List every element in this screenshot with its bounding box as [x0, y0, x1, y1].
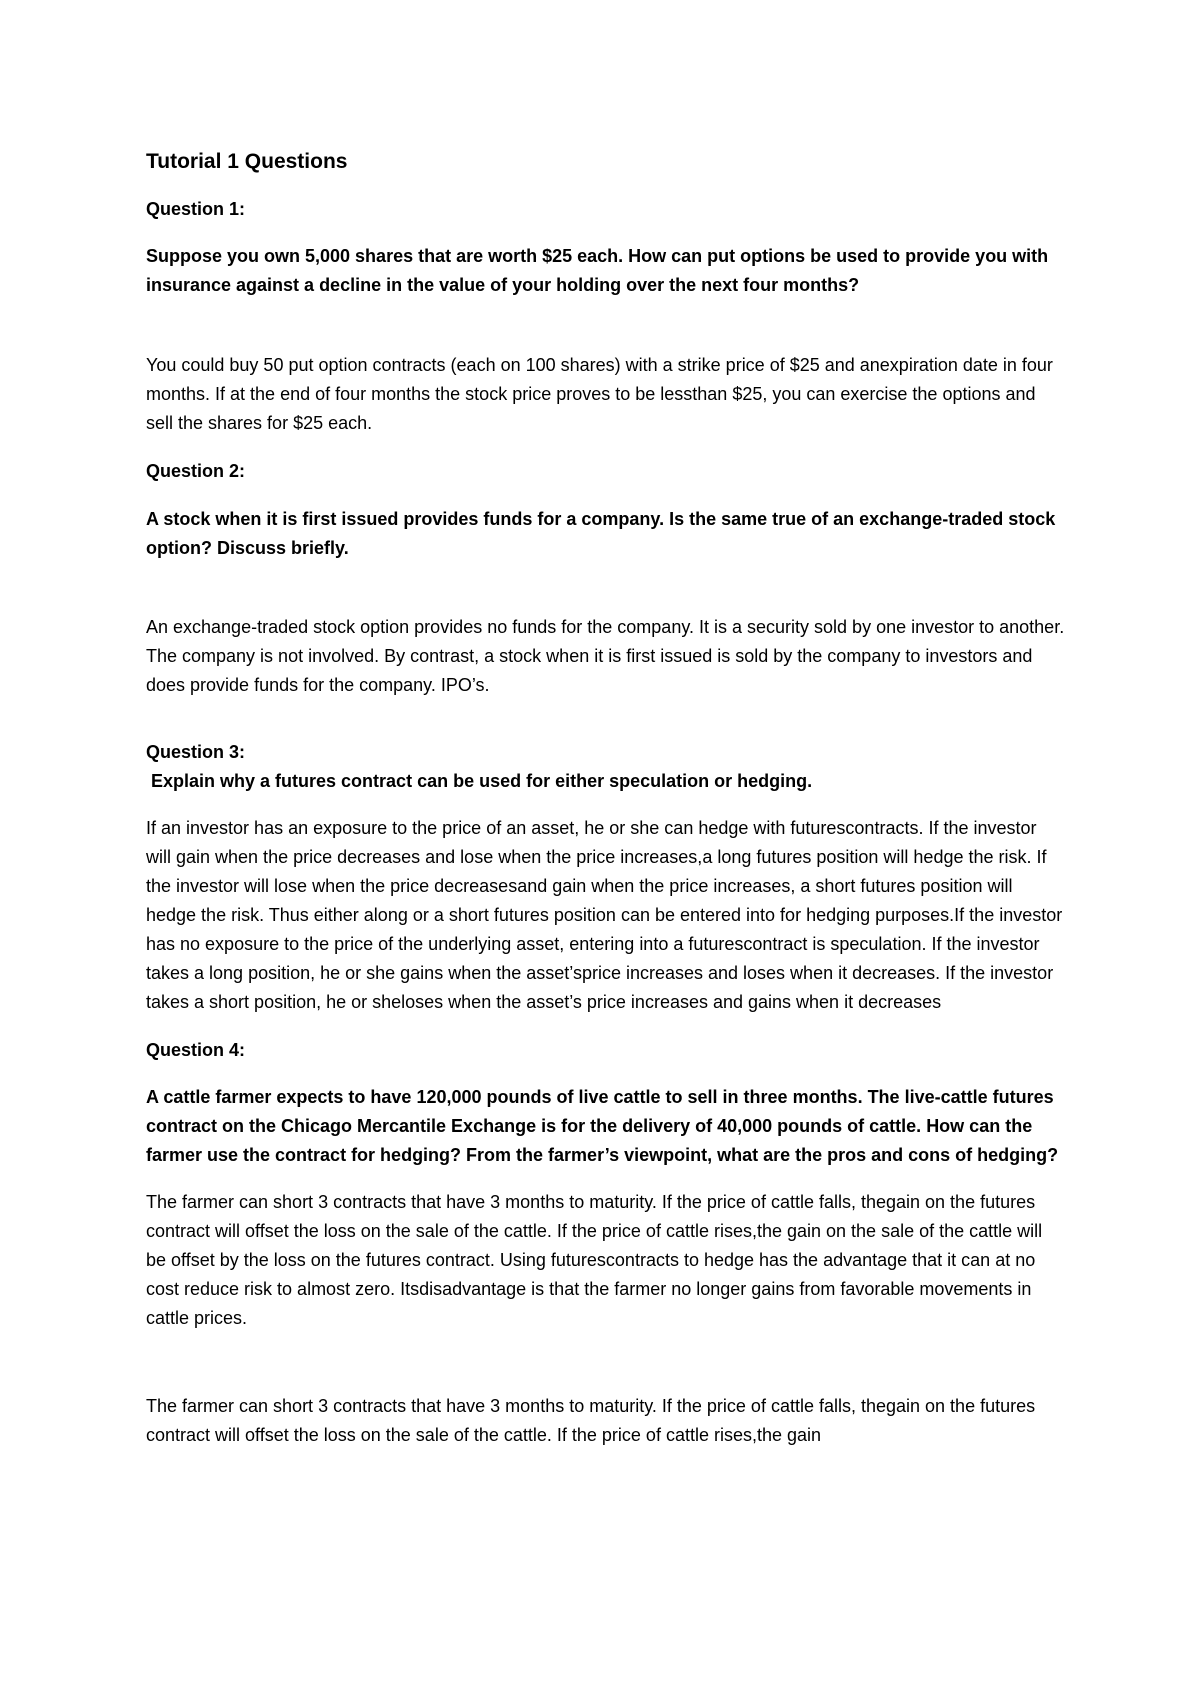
question-2-heading: Question 2: [146, 461, 246, 481]
question-4-answer-2: The farmer can short 3 contracts that have 3 months to maturity. If the price of cattle falls, thegain on the futures contract will offset the loss on the sale of the cattle. If the price of cattle rises,the gain [146, 1396, 1036, 1445]
question-2-text: A stock when it is first issued provides funds for a company. Is the same true of an exchange-traded stock option? Discuss briefly. [146, 509, 1056, 558]
question-4-heading: Question 4: [146, 1040, 246, 1060]
question-1-text: Suppose you own 5,000 shares that are worth $25 each. How can put options be used to provide you with insurance against a decline in the value of your holding over the next four months? [146, 246, 1049, 295]
question-2-answer: An exchange-traded stock option provides no funds for the company. It is a security sold by one investor to another. The company is not involved. By contrast, a stock when it is first issued is sold by the company to investors and does provide funds for the company. IPO’s. [146, 617, 1065, 695]
question-1-heading: Question 1: [146, 199, 246, 219]
document-content [146, 148, 1066, 1450]
question-4-text: A cattle farmer expects to have 120,000 pounds of live cattle to sell in three months. The live-cattle futures contract on the Chicago Mercantile Exchange is for the delivery of 40,000 pounds of cattle. How can the farmer use the contract for hedging? From the farmer’s viewpoint, what are the pros and cons of hedging? [146, 1087, 1059, 1165]
question-3-heading: Question 3: [146, 742, 246, 762]
question-1-answer: You could buy 50 put option contracts (each on 100 shares) with a strike price of $25 and anexpiration date in four months. If at the end of four months the stock price proves to be lessthan $25, you can exercise the options and sell the shares for $25 each. [146, 355, 1053, 433]
question-4-answer-1: The farmer can short 3 contracts that have 3 months to maturity. If the price of cattle falls, thegain on the futures contract will offset the loss on the sale of the cattle. If the price of cattle rises,the gain on the sale of the cattle will be offset by the loss on the futures contract. Using futurescontracts to hedge has the advantage that it can at no cost reduce risk to almost zero. Itsdisadvantage is that the farmer no longer gains from favorable movements in cattle prices. [146, 1192, 1043, 1328]
document-title: Tutorial 1 Questions [146, 150, 348, 173]
question-3-answer: If an investor has an exposure to the price of an asset, he or she can hedge with futurescontracts. If the investor will gain when the price decreases and lose when the price increases,a long futures position will hedge the risk. If the investor will lose when the price decreasesand gain when the price increases, a short futures position will hedge the risk. Thus either along or a short futures position can be entered into for hedging purposes.If the investor has no exposure to the price of the underlying asset, entering into a futurescontract is speculation. If the investor takes a long position, he or she gains when the asset’sprice increases and loses when it decreases. If the investor takes a short position, he or sheloses when the asset’s price increases and gains when it decreases [146, 818, 1063, 1012]
question-3-text: Explain why a futures contract can be used for either speculation or hedging. [146, 771, 813, 791]
